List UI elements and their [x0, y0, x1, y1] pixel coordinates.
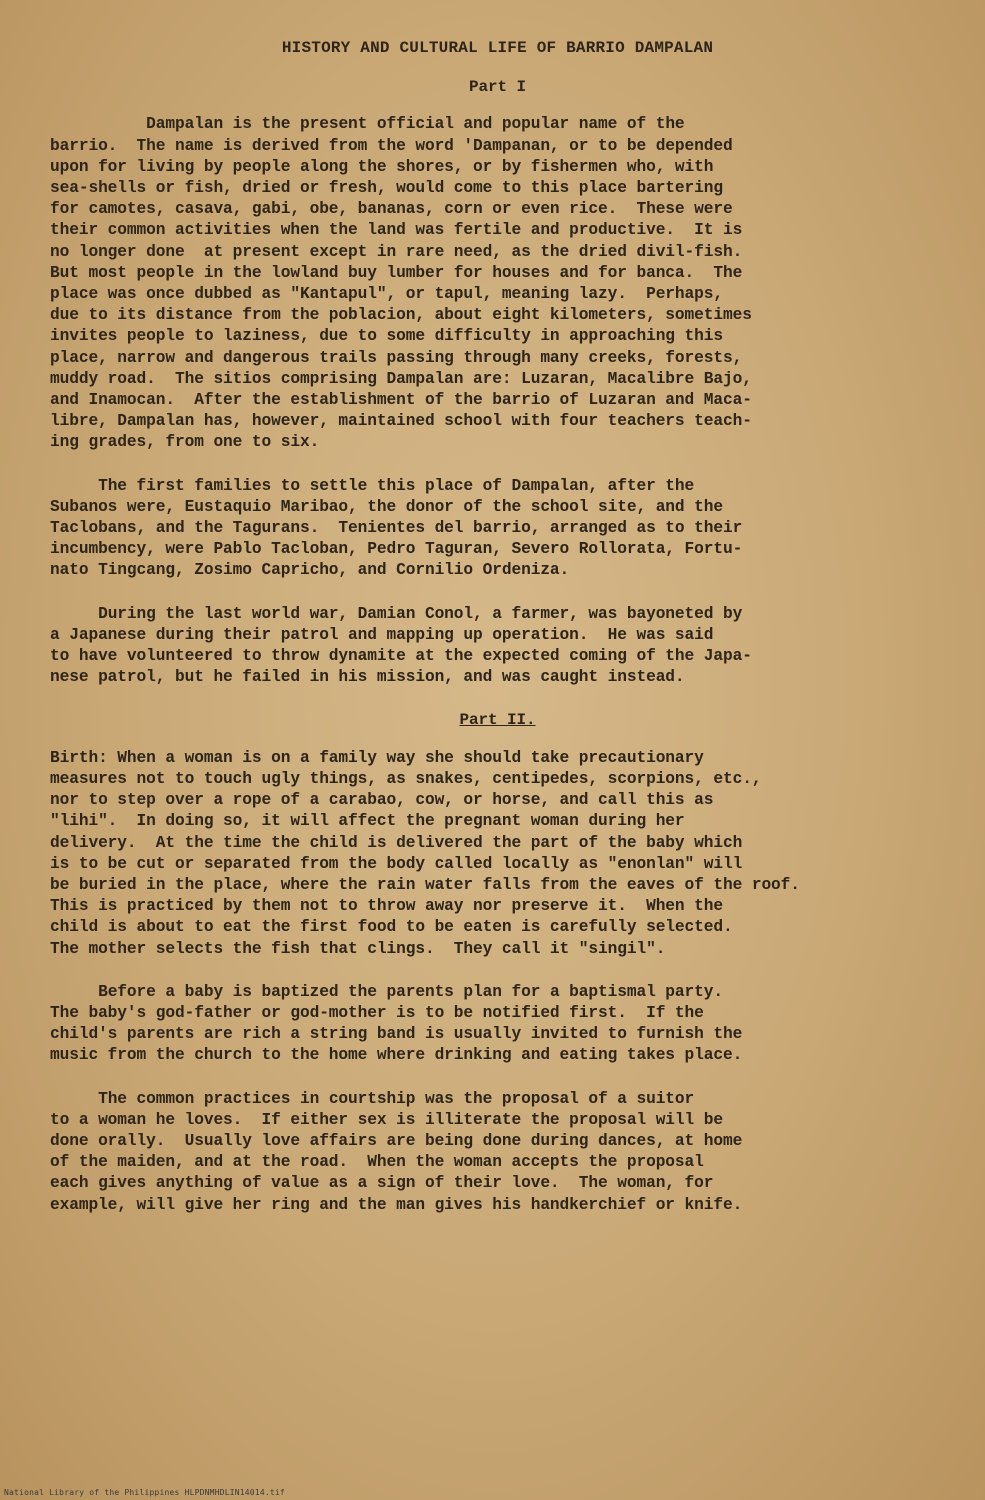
part-1-heading: Part I: [468, 78, 526, 97]
document-title: HISTORY AND CULTURAL LIFE OF BARRIO DAMPALAN: [281, 39, 714, 57]
part-2-paragraph-birth: Birth: When a woman is on a family way she should take precautionary measures not to touch ugly things, as snakes, centipedes, scorpions, etc., nor to step over a rope of a carabao, cow, or horse, and call this as "lihi". In doing so, it will affect the pregnant woman during her delivery. At the time the child is delivered the part of the baby which is to be cut or separated from the body called locally as "enonlan" will be buried in the place, where the rain water falls from the eaves of the roof. This is practiced by them not to throw away nor preserve it. When the child is about to eat the first food to be eaten is carefully selected. The mother selects the fish that clings. They call it "singil".: [50, 748, 800, 958]
document-body: [50, 30, 945, 1238]
part-1-paragraph-origin: Dampalan is the present official and popular name of the barrio. The name is derived from the word 'Dampanan, or to be depended upon for living by people along the shores, or by fishermen who, with sea-shells or fish, dried or fresh, would come to this place bartering for camotes, casava, gabi, obe, bananas, corn or even rice. These were their common activities when the land was fertile and productive. It is no longer done at present except in rare need, as the dried divil-fish. But most people in the lowland buy lumber for houses and for banca. The place was once dubbed as "Kantapul", or tapul, meaning lazy. Perhaps, due to its distance from the poblacion, about eight kilometers, sometimes invites people to laziness, due to some difficulty in approaching this place, narrow and dangerous trails passing through many creeks, forests, muddy road. The sitios comprising Dampalan are: Luzaran, Macalibre Bajo, and Inamocan. After the establishment of the barrio of Luzaran and Maca- libre, Dampalan has, however, maintained school with four teachers teach- ing grades, from one to six.: [50, 115, 752, 452]
part-2-paragraph-baptism: Before a baby is baptized the parents plan for a baptismal party. The baby's god-father or god-mother is to be notified first. If the child's parents are rich a string band is usually invited to furnish the music from the church to the home where drinking and eating takes place.: [50, 982, 743, 1065]
archive-credit-footer: National Library of the Philippines HLPDNMHDLIN14014.tif: [4, 1488, 285, 1497]
part-2-heading: Part II.: [459, 711, 536, 730]
part-1-paragraph-war: During the last world war, Damian Conol, a farmer, was bayoneted by a Japanese during their patrol and mapping up operation. He was said to have volunteered to throw dynamite at the expected coming of the Japa- nese patrol, but he failed in his mission, and was caught instead.: [50, 604, 752, 687]
part-1-paragraph-families: The first families to settle this place of Dampalan, after the Subanos were, Eustaquio Maribao, the donor of the school site, and the Taclobans, and the Tagurans. Tenientes del barrio, arranged as to their incumbency, were Pablo Tacloban, Pedro Taguran, Severo Rollorata, Fortu- nato Tingcang, Zosimo Capricho, and Cornilio Ordeniza.: [50, 476, 743, 580]
part-2-paragraph-courtship: The common practices in courtship was the proposal of a suitor to a woman he loves. If either sex is illiterate the proposal will be done orally. Usually love affairs are being done during dances, at home of the maiden, and at the road. When the woman accepts the proposal each gives anything of value as a sign of their love. The woman, for example, will give her ring and the man gives his handkerchief or knife.: [50, 1089, 743, 1214]
